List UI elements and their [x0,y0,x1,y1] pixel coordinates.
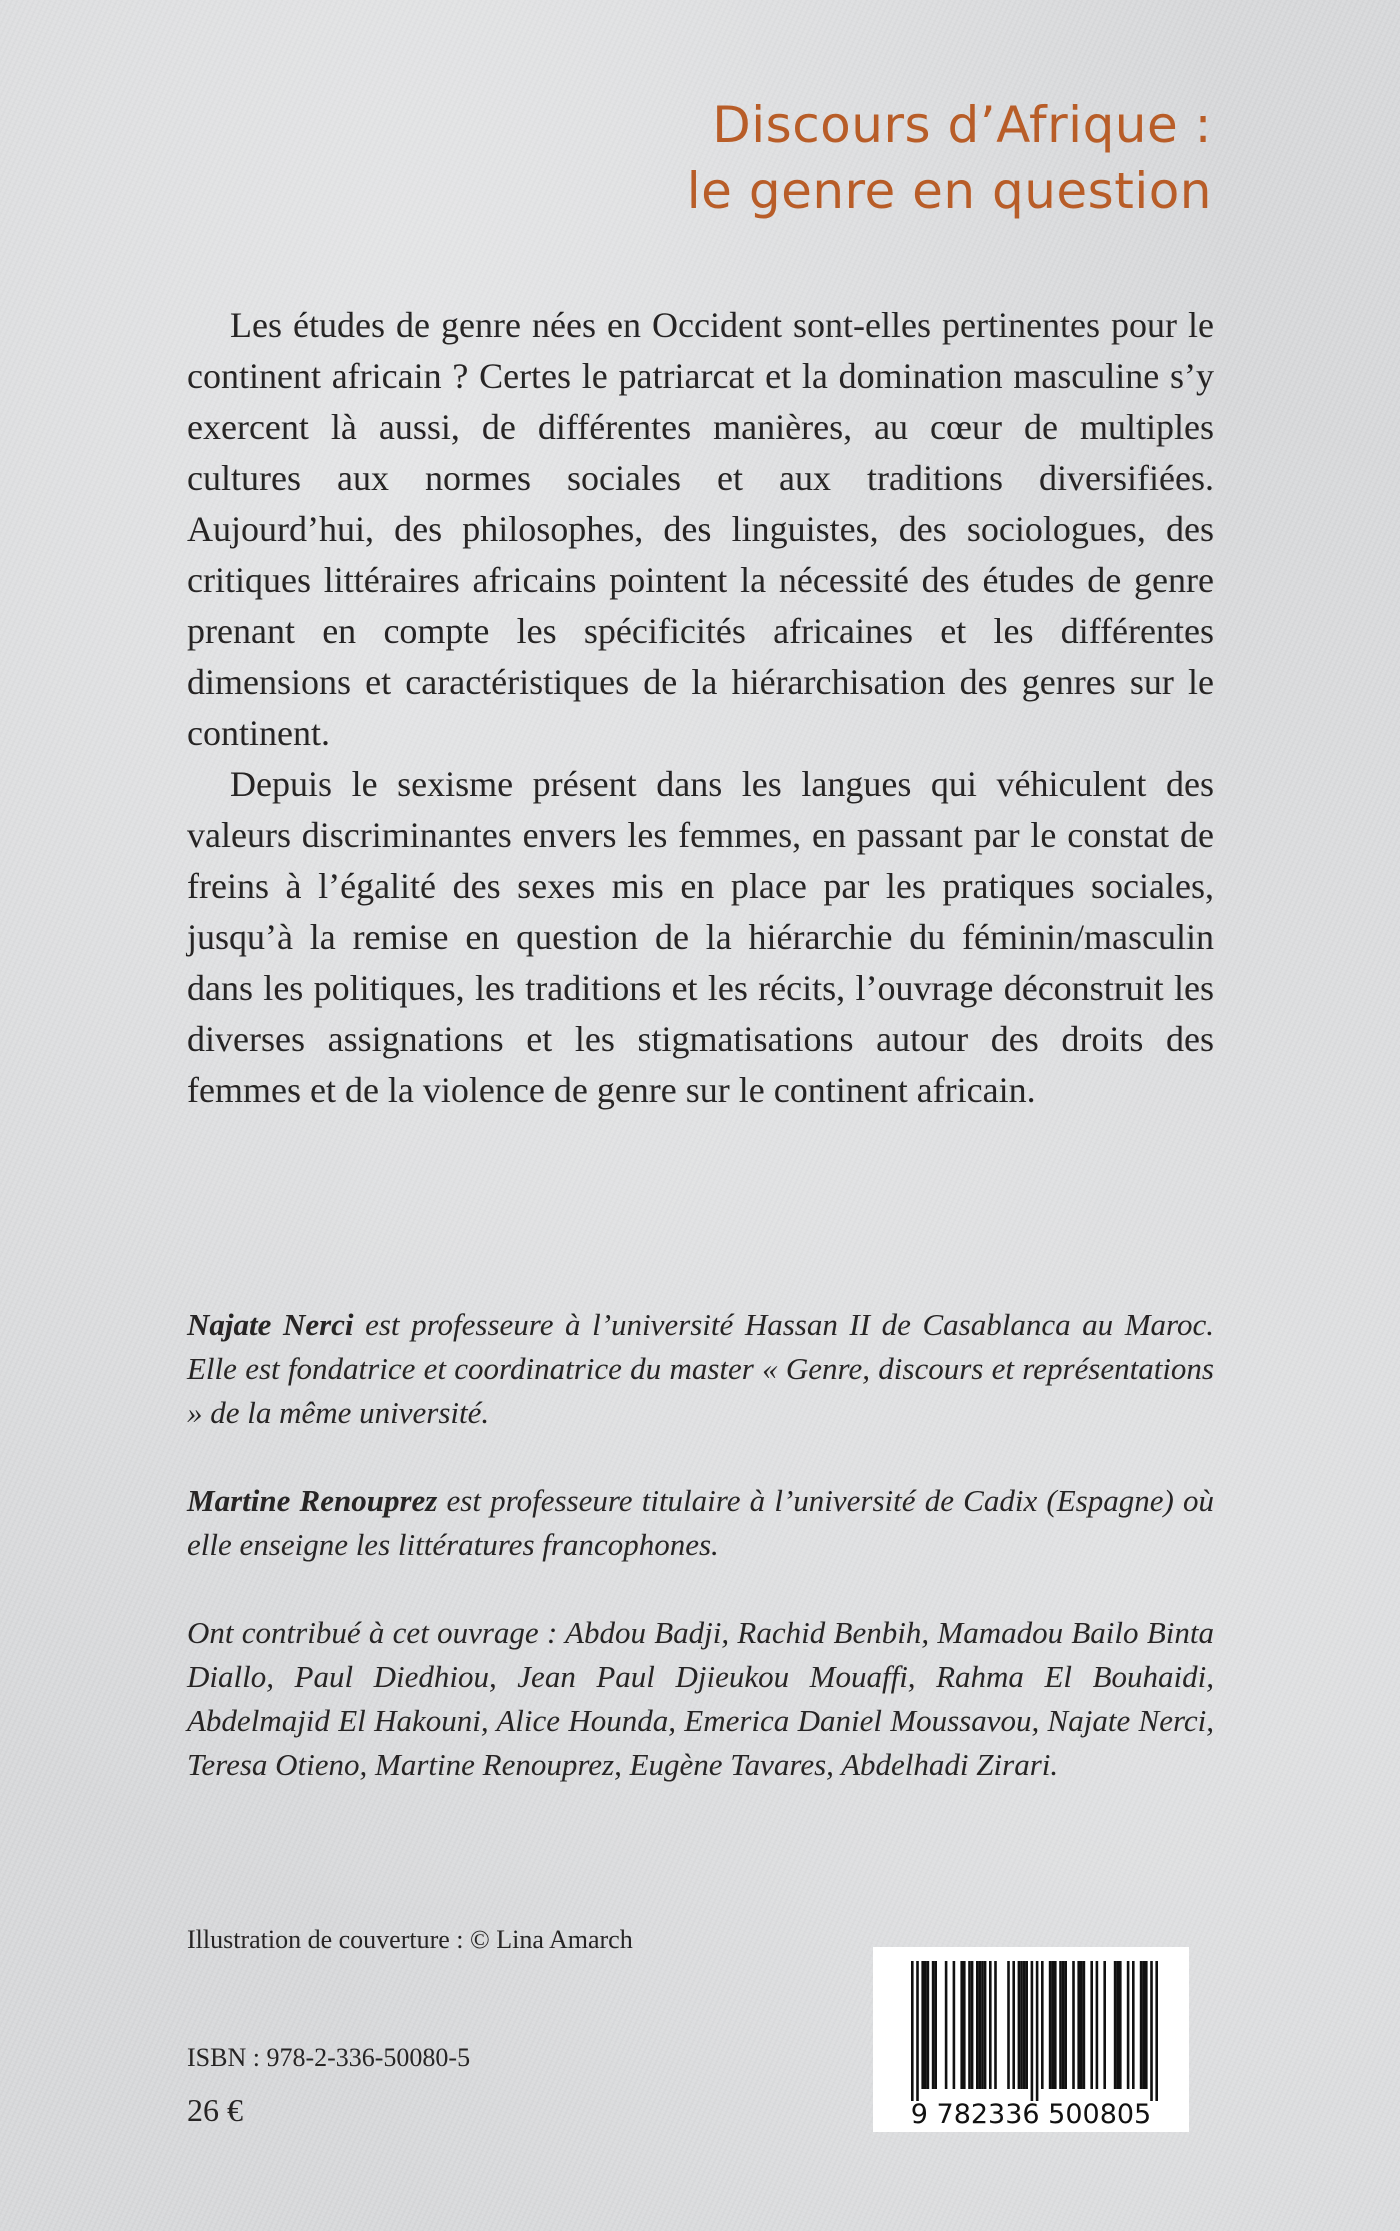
barcode-bar [1132,1961,1135,2089]
summary-text [187,300,1214,1116]
barcode-bar [994,1961,997,2089]
barcode-bar [1116,1961,1119,2089]
barcode-bar [1059,1961,1062,2089]
barcode-bar [1150,1961,1153,2101]
barcode-bar [1145,1961,1148,2089]
barcode-bar [1051,1961,1054,2089]
barcode-bar [945,1961,948,2089]
isbn: ISBN : 978-2-336-50080-5 [187,2043,471,2072]
barcode-bar [953,1961,956,2089]
barcode-bar [1155,1961,1158,2101]
barcode-bar [1119,1961,1122,2089]
barcode-bar [963,1961,966,2089]
barcode-bar [1023,1961,1026,2089]
contributors-list: Ont contribué à cet ouvrage : Abdou Badji, Rachid Benbih, Mamadou Bailo Binta Diallo, Paul Diedhiou, Jean Paul Djieukou Mouaffi, Rahma El Bouhaidi, Abdelmajid El Hakouni, Alice Hounda, Emerica Daniel Moussavou, Najate Nerci, Teresa Otieno, Martine Renouprez, Eugène Tavares, Abdelhadi Zirari. [187,1615,1214,1782]
barcode-bar [927,1961,930,2089]
barcode-bar [924,1961,927,2089]
barcode-bar [981,1961,984,2089]
book-title-line-1: Discours d’Afrique : [712,96,1212,154]
barcode [873,1947,1189,2132]
barcode-bar [1080,1961,1083,2089]
barcode-bar [1049,1961,1052,2089]
barcode-graphic [873,1947,1189,2132]
barcode-bar [916,1961,919,2101]
barcode-bar [979,1961,982,2089]
barcode-bar [1062,1961,1065,2089]
barcode-bar [1054,1961,1057,2089]
cover-illustration-credit: Illustration de couverture : © Lina Amarch [187,1925,633,1954]
author-name-1: Najate Nerci [187,1307,354,1342]
author-bio-1-text: est professeure à l’université Hassan II de Casablanca au Maroc. Elle est fondatrice et coordinatrice du master « Genre, discours et représentations » de la même université. [187,1307,1214,1430]
barcode-bar [1018,1961,1021,2089]
barcode-bar [960,1961,963,2089]
barcode-bar [968,1961,971,2089]
barcode-bar [976,1961,979,2089]
book-title-line-2: le genre en question [686,162,1212,220]
barcode-bar [1007,1961,1010,2089]
barcode-bar [1064,1961,1067,2089]
barcode-bar [1083,1961,1086,2089]
author-bio-2-text: est professeure titulaire à l’université de Cadix (Espagne) où elle enseigne les littératures francophones. [187,1483,1214,1562]
barcode-bar [1090,1961,1093,2089]
book-title [687,92,1212,224]
barcode-bar [921,1961,924,2089]
barcode-bar [1140,1961,1143,2089]
summary-paragraph-2: Depuis le sexisme présent dans les langues qui véhiculent des valeurs discriminantes envers les femmes, en passant par le constat de freins à l’égalité des sexes mis en place par les pratiques sociales, jusqu’à la remise en question de la hiérarchie du féminin/masculin dans les politiques, les traditions et les récits, l’ouvrage déconstruit les diverses assignations et les stigmatisations autour des droits des femmes et de la violence de genre sur le continent africain. [187,764,1214,1110]
barcode-bar [971,1961,974,2089]
author-bio-2 [187,1479,1214,1567]
barcode-bar [1025,1961,1028,2089]
barcode-bar [1114,1961,1117,2089]
barcode-bar [1077,1961,1080,2089]
barcode-bar [989,1961,992,2089]
barcode-bar [1031,1961,1034,2101]
barcode-bar [1036,1961,1039,2101]
author-name-2: Martine Renouprez [187,1483,438,1518]
price: 26 € [187,2092,243,2128]
barcode-bar [1072,1961,1075,2089]
barcode-bar [932,1961,935,2089]
barcode-bar [934,1961,937,2089]
author-bio-1 [187,1303,1214,1435]
barcode-bar [911,1961,914,2101]
barcode-bar [1127,1961,1130,2089]
barcode-bar [1142,1961,1145,2089]
barcode-bar [1096,1961,1099,2089]
barcode-bar [984,1961,987,2089]
barcode-bar [1103,1961,1106,2089]
barcode-bar [1041,1961,1044,2089]
barcode-bars [911,1961,1158,2101]
author-bios [187,1303,1214,1787]
barcode-bar [1012,1961,1015,2089]
barcode-bar [1020,1961,1023,2089]
summary-paragraph-1: Les études de genre nées en Occident sont-elles pertinentes pour le continent africain ? Certes le patriarcat et la domination masculine s’y exercent là aussi, de différentes manières, au cœur de multiples cultures aux normes sociales et aux traditions diversifiées. Aujourd’hui, des philosophes, des linguistes, des sociologues, des critiques littéraires africains pointent la nécessité des études de genre prenant en compte les spécificités africaines et les différentes dimensions et caractéristiques de la hiérarchisation des genres sur le continent. [187,305,1214,753]
barcode-digits: 9 782336 500805 [910,2099,1152,2130]
